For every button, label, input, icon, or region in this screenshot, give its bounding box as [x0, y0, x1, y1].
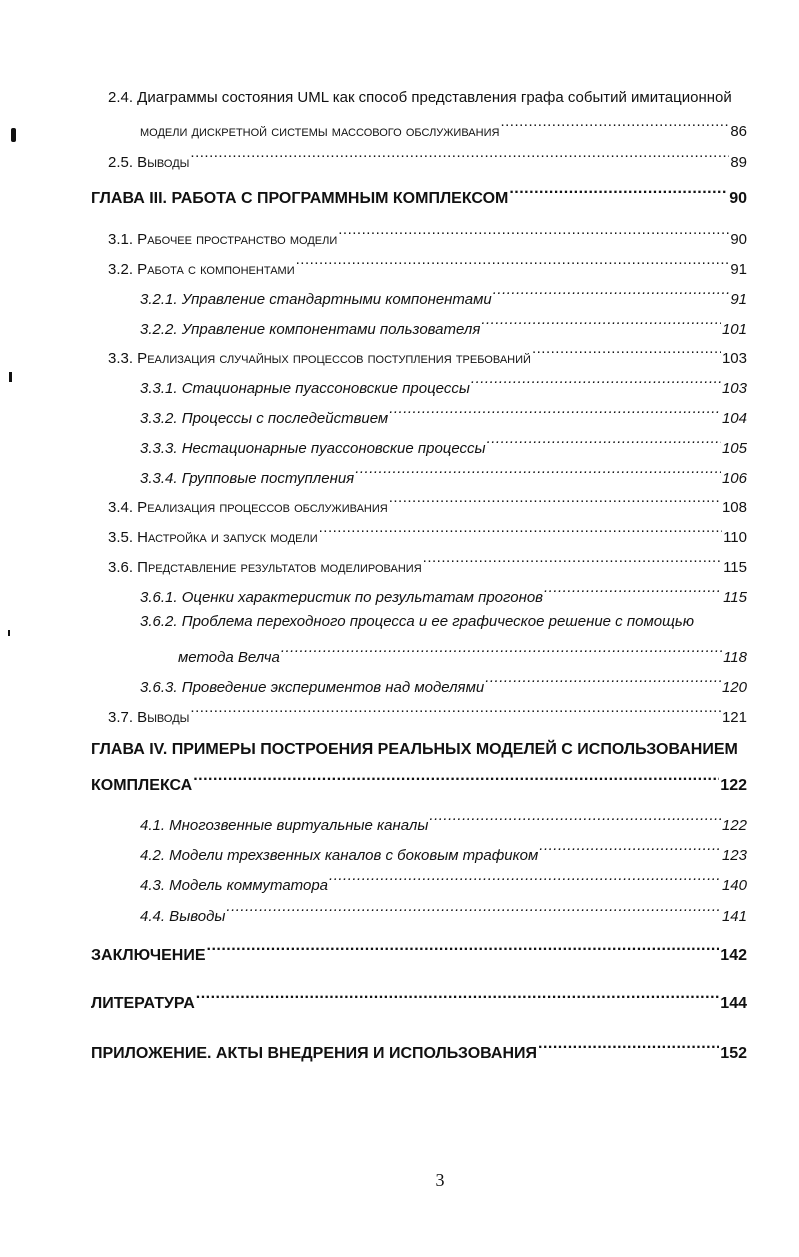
dot-leader — [329, 870, 721, 890]
toc-page-number: 103 — [721, 380, 747, 397]
page-number: 3 — [435, 1170, 445, 1190]
toc-entry-4-3 — [140, 870, 747, 896]
dot-leader — [471, 373, 721, 393]
toc-page-number: 122 — [720, 777, 747, 794]
toc-appendix — [91, 1038, 747, 1064]
toc-page-number: 123 — [721, 847, 747, 864]
toc-page-number: 152 — [720, 1045, 747, 1062]
toc-entry-4-1 — [140, 810, 747, 836]
dot-leader — [429, 810, 721, 830]
toc-entry-3-6-3 — [140, 672, 747, 698]
toc-entry-label: 3.3.1. Стационарные пуассоновские процессы — [140, 380, 470, 397]
dot-leader — [193, 770, 719, 790]
toc-entry-3-6-2-line1: 3.6.2. Проблема переходного процесса и ее графическое решение с помощью — [140, 613, 695, 630]
toc-page-number: 86 — [730, 123, 747, 140]
toc-entry-label: 3.2.2. Управление компонентами пользователя — [140, 321, 481, 338]
dot-leader — [485, 672, 721, 692]
toc-entry-3-6-1 — [140, 582, 747, 608]
dot-leader — [281, 642, 722, 662]
toc-entry-4-4 — [140, 901, 747, 927]
toc-entry-label: 3.3.2. Процессы с последействием — [140, 410, 389, 427]
toc-entry-label: 3.6.3. Проведение экспериментов над моделями — [140, 679, 485, 696]
toc-page-number: 142 — [720, 947, 747, 964]
toc-entry-label: 3.3.3. Нестационарные пуассоновские процессы — [140, 440, 486, 457]
toc-entry-2-4-line1: 2.4. Диаграммы состояния UML как способ представления графа событий имитационной — [108, 89, 732, 106]
toc-chapter-4 — [91, 770, 747, 796]
toc-entry-2-4 — [140, 116, 747, 142]
dot-leader — [296, 254, 730, 274]
dot-leader — [319, 522, 722, 542]
toc-page-number: 141 — [721, 908, 747, 925]
dot-leader — [190, 147, 729, 167]
toc-entry-label: 4.1. Многозвенные виртуальные каналы — [140, 817, 429, 834]
toc-chapter-3 — [91, 183, 747, 209]
toc-entry-3-3 — [108, 343, 747, 369]
scan-mark — [8, 630, 10, 636]
toc-entry-3-7 — [108, 702, 747, 728]
toc-page-number: 91 — [730, 261, 747, 278]
toc-chapter-label: ЗАКЛЮЧЕНИЕ — [91, 947, 206, 964]
dot-leader — [226, 901, 721, 921]
toc-page-number: 120 — [721, 679, 747, 696]
toc-entry-3-2-1 — [140, 284, 747, 310]
toc-entry-3-3-1 — [140, 373, 747, 399]
toc-entry-label: метода Велча — [178, 649, 280, 666]
toc-entry-2-5 — [108, 147, 747, 173]
toc-chapter-label: ПРИЛОЖЕНИЕ. АКТЫ ВНЕДРЕНИЯ И ИСПОЛЬЗОВАНИЯ — [91, 1045, 538, 1062]
dot-leader — [509, 183, 728, 203]
toc-entry-3-6 — [108, 552, 747, 578]
toc-literature — [91, 988, 747, 1014]
toc-page-number: 91 — [730, 291, 747, 308]
toc-page-number: 140 — [721, 877, 747, 894]
toc-entry-label: 4.4. Выводы — [140, 908, 226, 925]
toc-page-number: 89 — [730, 154, 747, 171]
toc-entry-3-3-4 — [140, 463, 747, 489]
dot-leader — [389, 403, 721, 423]
toc-entry-label: 2.5. Выводы — [108, 154, 190, 171]
dot-leader — [190, 702, 721, 722]
toc-page-number: 121 — [721, 709, 747, 726]
toc-page-number: 104 — [721, 410, 747, 427]
toc-page-number: 108 — [721, 499, 747, 516]
toc-entry-3-6-2 — [178, 642, 747, 668]
dot-leader — [338, 224, 729, 244]
toc-entry-3-2-2 — [140, 314, 747, 340]
dot-leader — [196, 988, 720, 1008]
scan-mark — [11, 128, 16, 142]
toc-entry-3-3-3 — [140, 433, 747, 459]
toc-entry-label: 3.6.1. Оценки характеристик по результатам прогонов — [140, 589, 544, 606]
dot-leader — [423, 552, 722, 572]
toc-entry-3-2 — [108, 254, 747, 280]
toc-page-number: 122 — [721, 817, 747, 834]
toc-entry-label: 3.2. Работа с компонентами — [108, 261, 295, 278]
toc-entry-3-4 — [108, 492, 747, 518]
dot-leader — [355, 463, 721, 483]
toc-entry-label: 4.2. Модели трехзвенных каналов с боковым трафиком — [140, 847, 539, 864]
dot-leader — [539, 840, 721, 860]
toc-entry-label: 3.5. Настройка и запуск модели — [108, 529, 318, 546]
toc-page-number: 105 — [721, 440, 747, 457]
dot-leader — [500, 116, 729, 136]
toc-entry-label: 3.7. Выводы — [108, 709, 190, 726]
toc-entry-label: 3.1. Рабочее пространство модели — [108, 231, 338, 248]
toc-chapter-label: ЛИТЕРАТУРА — [91, 995, 195, 1012]
dot-leader — [532, 343, 721, 363]
toc-entry-3-1 — [108, 224, 747, 250]
toc-entry-label: 3.3. Реализация случайных процессов поступления требований — [108, 350, 531, 367]
scan-mark — [9, 372, 12, 382]
dot-leader — [207, 940, 720, 960]
toc-page-number: 110 — [723, 529, 747, 546]
toc-chapter-label: ГЛАВА III. РАБОТА С ПРОГРАММНЫМ КОМПЛЕКСОМ — [91, 190, 509, 207]
toc-entry-label: 3.6. Представление результатов моделирования — [108, 559, 422, 576]
toc-page-number: 144 — [720, 995, 747, 1012]
toc-page-number: 103 — [721, 350, 747, 367]
toc-page-number: 118 — [723, 649, 747, 666]
dot-leader — [481, 314, 721, 334]
toc-page-number: 90 — [729, 190, 747, 207]
dot-leader — [493, 284, 730, 304]
toc-entry-label: 3.3.4. Групповые поступления — [140, 470, 355, 487]
toc-entry-label: 4.3. Модель коммутатора — [140, 877, 329, 894]
toc-page-number: 101 — [721, 321, 747, 338]
toc-entry-label: 3.4. Реализация процессов обслуживания — [108, 499, 388, 516]
toc-entry-3-3-2 — [140, 403, 747, 429]
dot-leader — [544, 582, 722, 602]
dot-leader — [538, 1038, 719, 1058]
toc-page-number: 115 — [723, 559, 747, 576]
dot-leader — [487, 433, 721, 453]
toc-conclusion — [91, 940, 747, 966]
dot-leader — [389, 492, 721, 512]
toc-page-number: 106 — [721, 470, 747, 487]
toc-entry-label: модели дискретной системы массового обслуживания — [140, 123, 500, 140]
toc-chapter-label: КОМПЛЕКСА — [91, 777, 193, 794]
toc-chapter-4-line1: ГЛАВА IV. ПРИМЕРЫ ПОСТРОЕНИЯ РЕАЛЬНЫХ МОДЕЛЕЙ С ИСПОЛЬЗОВАНИЕМ — [91, 741, 738, 758]
toc-page-number: 115 — [723, 589, 747, 606]
toc-entry-3-5 — [108, 522, 747, 548]
toc-entry-label: 3.2.1. Управление стандартными компонентами — [140, 291, 492, 308]
toc-entry-4-2 — [140, 840, 747, 866]
toc-page-number: 90 — [730, 231, 747, 248]
